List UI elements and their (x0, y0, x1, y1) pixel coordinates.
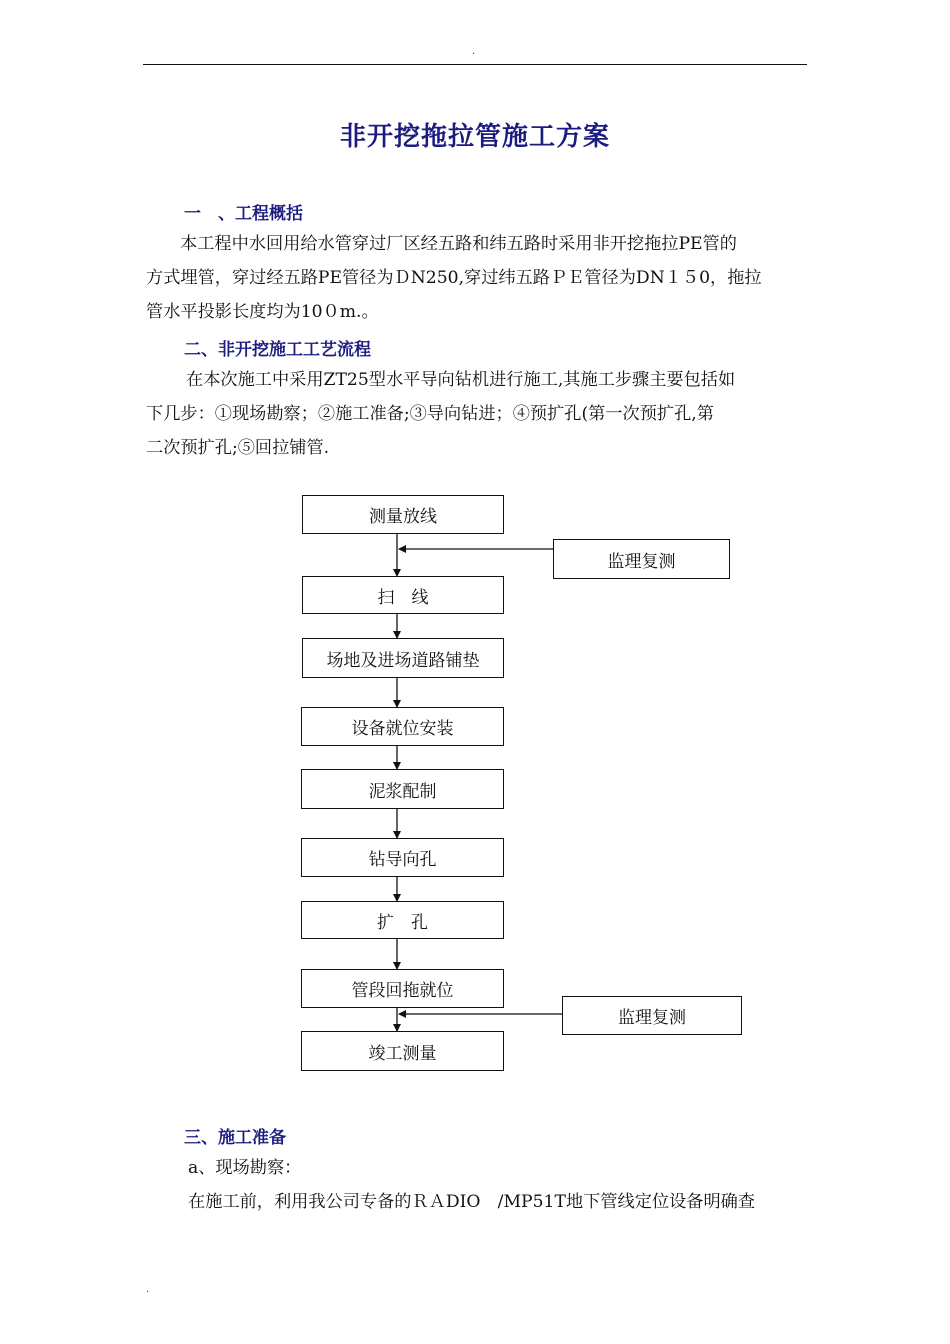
header-mark: . (472, 46, 476, 57)
section-3-heading: 三、施工准备 (184, 1128, 286, 1148)
flow-step-pipe-pullback: 管段回拖就位 (301, 969, 504, 1008)
flow-step-line-scan: 扫 线 (302, 576, 504, 614)
section-2-line: 下几步：①现场勘察；②施工准备;③导向钻进；④预扩孔(第一次预扩孔,第 (146, 404, 714, 424)
flow-side-supervision-recheck: 监理复测 (562, 996, 742, 1035)
section-2-heading: 二、非开挖施工工艺流程 (184, 340, 371, 360)
section-1-line: 本工程中水回用给水管穿过厂区经五路和纬五路时采用非开挖拖拉PE管的 (180, 234, 737, 254)
flow-step-equipment-install: 设备就位安装 (301, 707, 504, 746)
section-1-line: 管水平投影长度均为10０m.。 (146, 302, 379, 322)
section-3-line: 在施工前，利用我公司专备的ＲＡDIO /MP51T地下管线定位设备明确查 (188, 1192, 756, 1212)
section-3-subheading: a、现场勘察： (188, 1158, 302, 1178)
document-title: 非开挖拖拉管施工方案 (339, 122, 610, 152)
flow-side-supervision-recheck: 监理复测 (553, 539, 730, 579)
section-1-heading: 一 、工程概括 (184, 204, 303, 224)
section-1-line: 方式埋管，穿过经五路PE管径为ＤN250,穿过纬五路ＰＥ管径为DN１５0，拖拉 (146, 268, 762, 288)
footer-mark: . (146, 1284, 150, 1295)
flow-step-mud-mixing: 泥浆配制 (301, 769, 504, 809)
flow-step-reaming: 扩 孔 (301, 901, 504, 939)
flow-step-completion-survey: 竣工测量 (301, 1031, 504, 1071)
flow-step-pilot-drilling: 钻导向孔 (301, 838, 504, 877)
section-2-line: 在本次施工中采用ZT25型水平导向钻机进行施工,其施工步骤主要包括如 (186, 370, 736, 390)
section-2-line: 二次预扩孔;⑤回拉铺管. (146, 438, 330, 458)
flow-step-site-road-paving: 场地及进场道路铺垫 (302, 638, 504, 678)
section-3-paragraph (146, 1151, 755, 1219)
flow-step-survey-layout: 测量放线 (302, 495, 504, 534)
